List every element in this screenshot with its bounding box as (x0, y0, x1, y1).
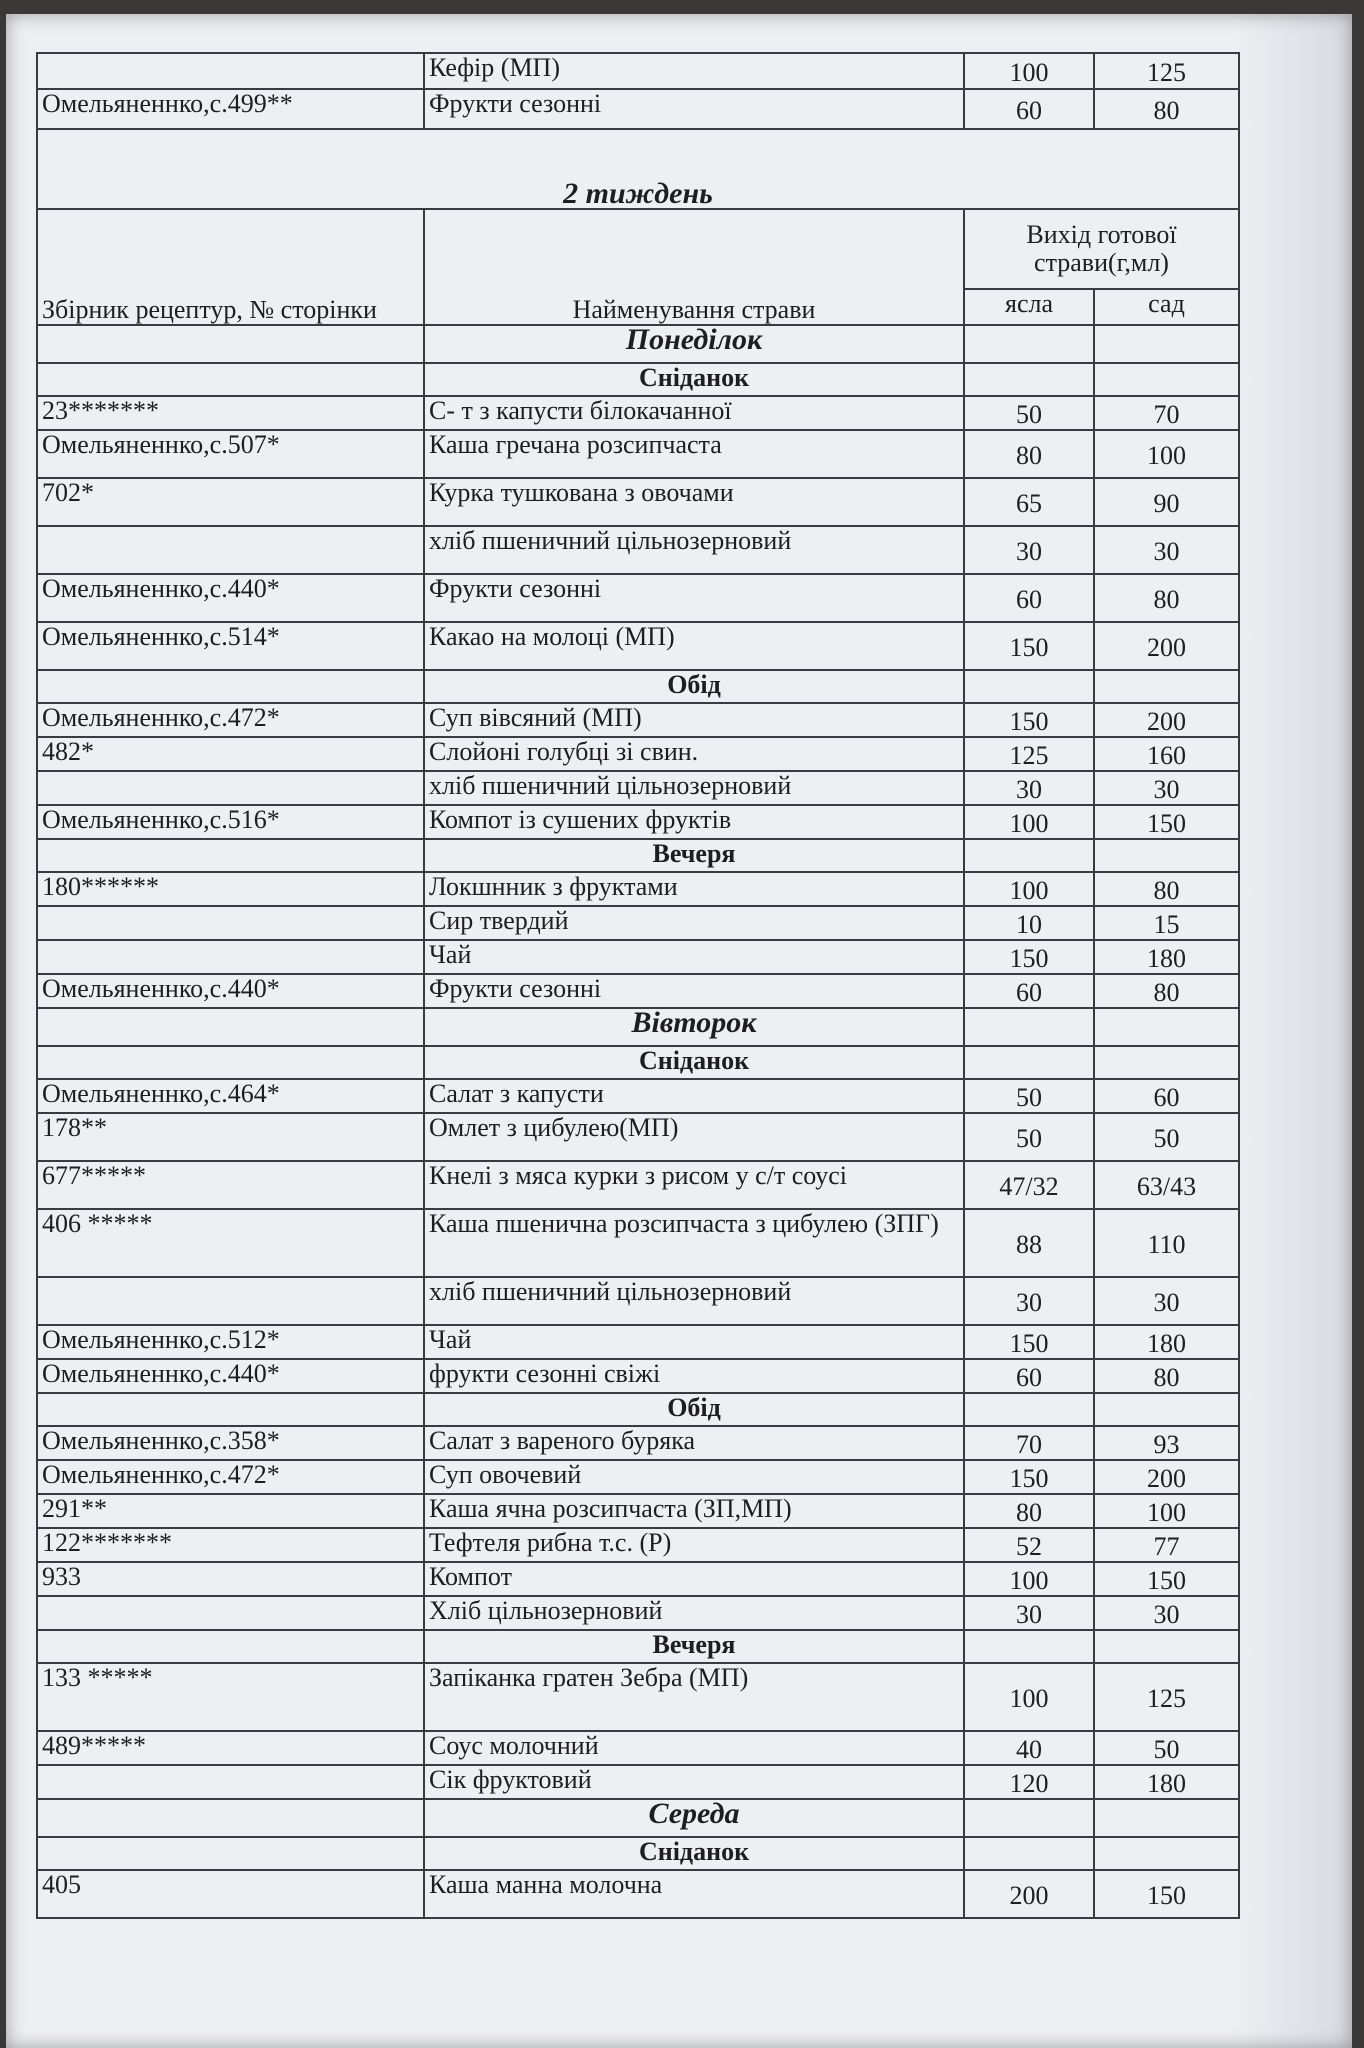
recipe-source: 133 ***** (37, 1663, 424, 1731)
portion-kindergarten (1094, 363, 1239, 396)
dish-name: Кнелі з мяса курки з рисом у с/т соусі (424, 1161, 964, 1209)
table-row (37, 906, 1239, 940)
portion-kindergarten: 100 (1094, 1494, 1239, 1528)
portion-nursery: 200 (964, 1870, 1094, 1918)
paper-sheet (6, 14, 1352, 2048)
table-row (37, 805, 1239, 839)
dish-name: Каша гречана розсипчаста (424, 430, 964, 478)
table-row (37, 1562, 1239, 1596)
portion-nursery: 60 (964, 574, 1094, 622)
meal-title: Сніданок (424, 1837, 964, 1870)
dish-name: Каша ячна розсипчаста (ЗП,МП) (424, 1494, 964, 1528)
table-row (37, 1209, 1239, 1277)
portion-kindergarten: 160 (1094, 737, 1239, 771)
dish-name: Фрукти сезонні (424, 89, 964, 129)
dish-name: Слойоні голубці зі свин. (424, 737, 964, 771)
dish-name: Каша пшенична розсипчаста з цибулею (ЗПГ) (424, 1209, 964, 1277)
table-row (37, 1359, 1239, 1393)
portion-nursery (964, 1630, 1094, 1663)
portion-kindergarten (1094, 1393, 1239, 1426)
recipe-source (37, 940, 424, 974)
portion-kindergarten (1094, 670, 1239, 703)
recipe-source: Омельяненнко,с.499** (37, 89, 424, 129)
dish-name: Хліб цільнозерновий (424, 1596, 964, 1630)
dish-name: Локшнник з фруктами (424, 872, 964, 906)
portion-nursery: 150 (964, 622, 1094, 670)
dish-name: фрукти сезонні свіжі (424, 1359, 964, 1393)
dish-name: Омлет з цибулею(МП) (424, 1113, 964, 1161)
meal-row (37, 1393, 1239, 1426)
meal-title: Обід (424, 670, 964, 703)
dish-name: хліб пшеничний цільнозерновий (424, 1277, 964, 1325)
recipe-source: Омельяненнко,с.472* (37, 703, 424, 737)
portion-kindergarten: 200 (1094, 622, 1239, 670)
portion-kindergarten: 30 (1094, 1596, 1239, 1630)
recipe-source: Омельяненнко,с.440* (37, 574, 424, 622)
table-row (37, 1663, 1239, 1731)
portion-kindergarten: 80 (1094, 574, 1239, 622)
table-row (37, 1113, 1239, 1161)
dish-name: Сир твердий (424, 906, 964, 940)
portion-nursery (964, 363, 1094, 396)
meal-title: Вечеря (424, 839, 964, 872)
portion-nursery: 60 (964, 89, 1094, 129)
portion-kindergarten: 50 (1094, 1113, 1239, 1161)
meal-row (37, 1837, 1239, 1870)
table-row (37, 574, 1239, 622)
recipe-source: 702* (37, 478, 424, 526)
table-row (37, 737, 1239, 771)
portion-kindergarten: 200 (1094, 1460, 1239, 1494)
portion-kindergarten (1094, 325, 1239, 363)
dish-name: Компот із сушених фруктів (424, 805, 964, 839)
portion-nursery: 47/32 (964, 1161, 1094, 1209)
dish-name: Суп овочевий (424, 1460, 964, 1494)
portion-nursery: 100 (964, 1562, 1094, 1596)
recipe-source (37, 1799, 424, 1837)
meal-row (37, 839, 1239, 872)
portion-nursery (964, 1837, 1094, 1870)
dish-name: Компот (424, 1562, 964, 1596)
header-output: Вихід готової страви(г,мл) (964, 209, 1239, 289)
dish-name: Фрукти сезонні (424, 974, 964, 1008)
table-row (37, 526, 1239, 574)
portion-nursery: 50 (964, 396, 1094, 430)
portion-kindergarten (1094, 1799, 1239, 1837)
recipe-source (37, 325, 424, 363)
table-row (37, 1765, 1239, 1799)
portion-kindergarten: 60 (1094, 1079, 1239, 1113)
portion-kindergarten: 70 (1094, 396, 1239, 430)
portion-nursery: 60 (964, 974, 1094, 1008)
portion-nursery: 100 (964, 872, 1094, 906)
recipe-source: 122******* (37, 1528, 424, 1562)
portion-kindergarten (1094, 1630, 1239, 1663)
dish-name: Каша манна молочна (424, 1870, 964, 1918)
portion-kindergarten: 125 (1094, 53, 1239, 89)
recipe-source (37, 1393, 424, 1426)
dish-name: Салат з вареного буряка (424, 1426, 964, 1460)
recipe-source: 23******* (37, 396, 424, 430)
recipe-source: 405 (37, 1870, 424, 1918)
dish-name: Запіканка гратен Зебра (МП) (424, 1663, 964, 1731)
recipe-source: Омельяненнко,с.440* (37, 974, 424, 1008)
portion-kindergarten: 180 (1094, 1325, 1239, 1359)
dish-name: Салат з капусти (424, 1079, 964, 1113)
portion-nursery: 100 (964, 805, 1094, 839)
table-row (37, 771, 1239, 805)
paper-shadow (1232, 14, 1352, 2048)
portion-nursery: 50 (964, 1079, 1094, 1113)
portion-nursery: 100 (964, 53, 1094, 89)
recipe-source: Омельяненнко,с.472* (37, 1460, 424, 1494)
portion-nursery: 150 (964, 1325, 1094, 1359)
portion-kindergarten (1094, 1008, 1239, 1046)
recipe-source: 291** (37, 1494, 424, 1528)
table-row (37, 1325, 1239, 1359)
recipe-source (37, 1837, 424, 1870)
portion-kindergarten: 80 (1094, 1359, 1239, 1393)
header-dish-name: Найменування страви (424, 209, 964, 325)
dish-name: Какао на молоці (МП) (424, 622, 964, 670)
meal-title: Вечеря (424, 1630, 964, 1663)
dish-name: Тефтеля рибна т.с. (Р) (424, 1528, 964, 1562)
table-row (37, 940, 1239, 974)
table-row (37, 1528, 1239, 1562)
portion-kindergarten: 63/43 (1094, 1161, 1239, 1209)
dish-name: Фрукти сезонні (424, 574, 964, 622)
portion-nursery: 30 (964, 1277, 1094, 1325)
portion-kindergarten: 90 (1094, 478, 1239, 526)
table-row (37, 478, 1239, 526)
table-row (37, 89, 1239, 129)
recipe-source: Омельяненнко,с.464* (37, 1079, 424, 1113)
portion-kindergarten: 180 (1094, 1765, 1239, 1799)
recipe-source: Омельяненнко,с.514* (37, 622, 424, 670)
portion-nursery (964, 1799, 1094, 1837)
portion-nursery (964, 1008, 1094, 1046)
recipe-source: 933 (37, 1562, 424, 1596)
portion-kindergarten: 150 (1094, 1870, 1239, 1918)
header-kindergarten: сад (1094, 289, 1239, 325)
dish-name: Чай (424, 1325, 964, 1359)
table-row (37, 974, 1239, 1008)
menu-table-body (37, 53, 1239, 1918)
portion-nursery: 100 (964, 1663, 1094, 1731)
table-row (37, 1731, 1239, 1765)
dish-name: хліб пшеничний цільнозерновий (424, 771, 964, 805)
dish-name: Чай (424, 940, 964, 974)
header-nursery: ясла (964, 289, 1094, 325)
portion-nursery (964, 1393, 1094, 1426)
recipe-source: 180****** (37, 872, 424, 906)
day-row (37, 1008, 1239, 1046)
week-title: 2 тиждень (37, 129, 1239, 209)
recipe-source: 677***** (37, 1161, 424, 1209)
portion-nursery: 10 (964, 906, 1094, 940)
recipe-source (37, 363, 424, 396)
portion-kindergarten: 110 (1094, 1209, 1239, 1277)
portion-kindergarten (1094, 1046, 1239, 1079)
portion-nursery (964, 839, 1094, 872)
recipe-source (37, 526, 424, 574)
day-title: Понеділок (424, 325, 964, 363)
portion-kindergarten: 100 (1094, 430, 1239, 478)
table-row (37, 872, 1239, 906)
recipe-source (37, 1765, 424, 1799)
recipe-source (37, 1277, 424, 1325)
portion-nursery: 70 (964, 1426, 1094, 1460)
portion-nursery (964, 1046, 1094, 1079)
portion-kindergarten: 180 (1094, 940, 1239, 974)
portion-kindergarten: 30 (1094, 771, 1239, 805)
table-row (37, 1870, 1239, 1918)
meal-row (37, 670, 1239, 703)
table-row (37, 1426, 1239, 1460)
portion-kindergarten (1094, 839, 1239, 872)
portion-kindergarten: 15 (1094, 906, 1239, 940)
table-row (37, 396, 1239, 430)
portion-nursery: 50 (964, 1113, 1094, 1161)
table-row (37, 1079, 1239, 1113)
recipe-source (37, 53, 424, 89)
portion-kindergarten: 80 (1094, 974, 1239, 1008)
dish-name: Курка тушкована з овочами (424, 478, 964, 526)
column-header-row (37, 209, 1239, 289)
recipe-source (37, 771, 424, 805)
table-row (37, 703, 1239, 737)
dish-name: Соус молочний (424, 1731, 964, 1765)
recipe-source (37, 1596, 424, 1630)
recipe-source: Омельяненнко,с.440* (37, 1359, 424, 1393)
portion-nursery: 150 (964, 703, 1094, 737)
portion-kindergarten: 93 (1094, 1426, 1239, 1460)
recipe-source: 489***** (37, 1731, 424, 1765)
portion-kindergarten: 30 (1094, 1277, 1239, 1325)
meal-title: Сніданок (424, 1046, 964, 1079)
recipe-source (37, 1008, 424, 1046)
portion-kindergarten: 80 (1094, 872, 1239, 906)
table-row (37, 1460, 1239, 1494)
portion-nursery: 52 (964, 1528, 1094, 1562)
portion-nursery: 30 (964, 526, 1094, 574)
portion-nursery: 40 (964, 1731, 1094, 1765)
dish-name: С- т з капусти білокачанної (424, 396, 964, 430)
portion-nursery: 88 (964, 1209, 1094, 1277)
portion-kindergarten: 30 (1094, 526, 1239, 574)
day-row (37, 325, 1239, 363)
portion-kindergarten: 125 (1094, 1663, 1239, 1731)
recipe-source: Омельяненнко,с.516* (37, 805, 424, 839)
menu-table (36, 52, 1240, 1919)
portion-nursery (964, 325, 1094, 363)
recipe-source (37, 670, 424, 703)
meal-row (37, 1046, 1239, 1079)
recipe-source (37, 1046, 424, 1079)
table-row (37, 1596, 1239, 1630)
portion-nursery: 80 (964, 430, 1094, 478)
table-row (37, 1494, 1239, 1528)
recipe-source: Омельяненнко,с.358* (37, 1426, 424, 1460)
day-title: Середа (424, 1799, 964, 1837)
meal-title: Сніданок (424, 363, 964, 396)
portion-kindergarten: 50 (1094, 1731, 1239, 1765)
portion-kindergarten: 77 (1094, 1528, 1239, 1562)
recipe-source: 178** (37, 1113, 424, 1161)
portion-kindergarten: 80 (1094, 89, 1239, 129)
day-row (37, 1799, 1239, 1837)
portion-nursery: 120 (964, 1765, 1094, 1799)
dish-name: Сік фруктовий (424, 1765, 964, 1799)
portion-nursery: 65 (964, 478, 1094, 526)
recipe-source (37, 839, 424, 872)
recipe-source: Омельяненнко,с.512* (37, 1325, 424, 1359)
portion-nursery: 150 (964, 940, 1094, 974)
table-row (37, 622, 1239, 670)
header-recipe-source: Збірник рецептур, № сторінки (37, 209, 424, 325)
dish-name: Суп вівсяний (МП) (424, 703, 964, 737)
portion-nursery: 60 (964, 1359, 1094, 1393)
table-row (37, 1277, 1239, 1325)
portion-nursery (964, 670, 1094, 703)
recipe-source: 482* (37, 737, 424, 771)
portion-nursery: 80 (964, 1494, 1094, 1528)
week-title-row (37, 129, 1239, 209)
meal-title: Обід (424, 1393, 964, 1426)
portion-kindergarten: 150 (1094, 1562, 1239, 1596)
portion-kindergarten: 200 (1094, 703, 1239, 737)
recipe-source: Омельяненнко,с.507* (37, 430, 424, 478)
day-title: Вівторок (424, 1008, 964, 1046)
portion-kindergarten (1094, 1837, 1239, 1870)
table-row (37, 53, 1239, 89)
recipe-source: 406 ***** (37, 1209, 424, 1277)
dish-name: хліб пшеничний цільнозерновий (424, 526, 964, 574)
table-row (37, 1161, 1239, 1209)
portion-nursery: 30 (964, 1596, 1094, 1630)
dish-name: Кефір (МП) (424, 53, 964, 89)
table-row (37, 430, 1239, 478)
recipe-source (37, 1630, 424, 1663)
portion-nursery: 125 (964, 737, 1094, 771)
recipe-source (37, 906, 424, 940)
portion-nursery: 30 (964, 771, 1094, 805)
meal-row (37, 1630, 1239, 1663)
meal-row (37, 363, 1239, 396)
portion-kindergarten: 150 (1094, 805, 1239, 839)
portion-nursery: 150 (964, 1460, 1094, 1494)
